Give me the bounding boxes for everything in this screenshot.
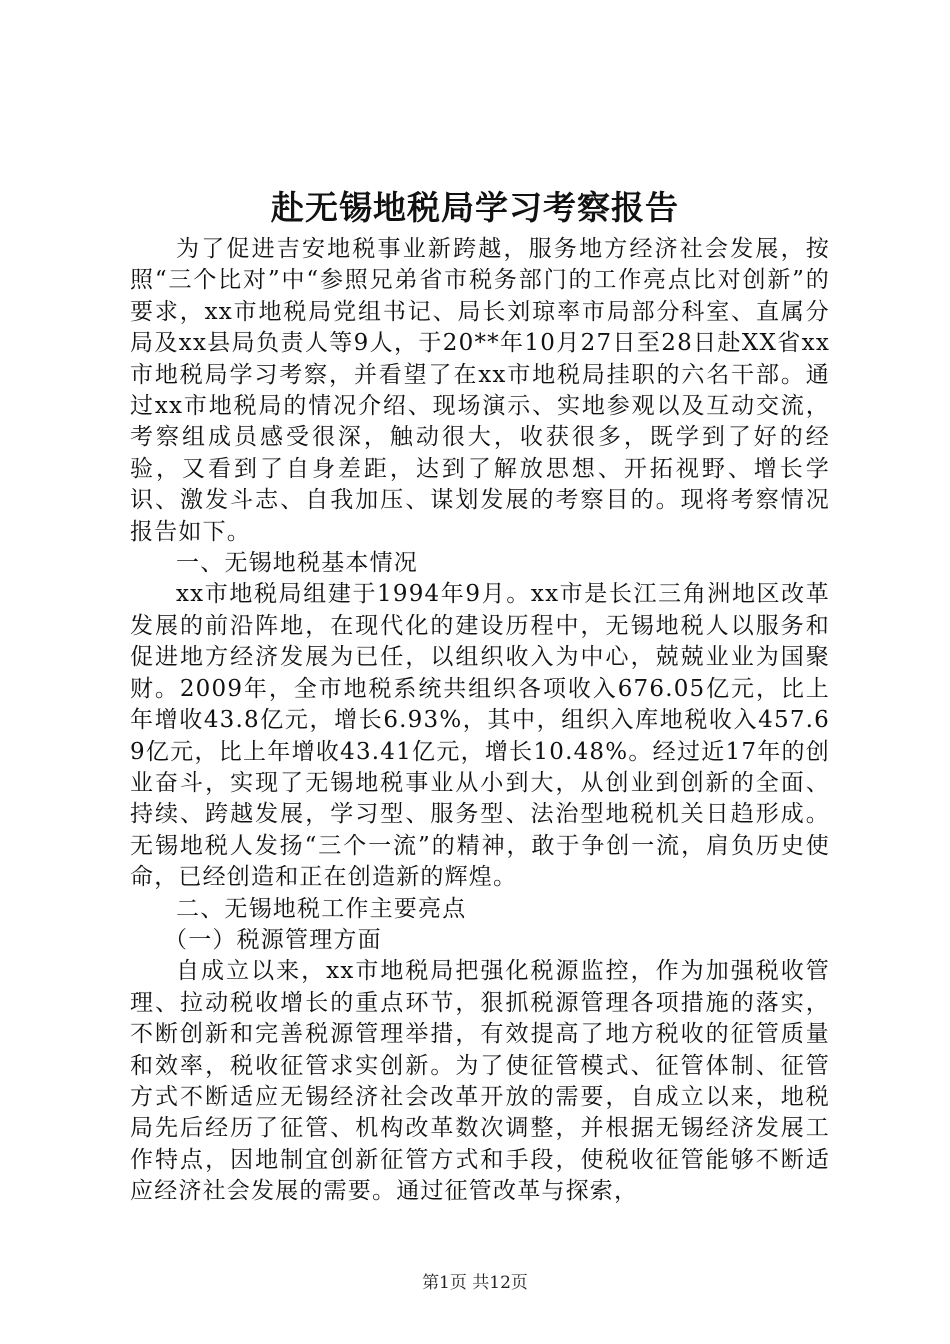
document-body [130,234,830,1208]
section-heading-1: 一、无锡地税基本情况 [176,550,418,577]
document-title: 赴无锡地税局学习考察报告 [271,188,679,227]
section-heading-2: 二、无锡地税工作主要亮点 [176,895,467,922]
subsection-heading-1: （一）税源管理方面 [164,926,382,953]
paragraph-tax-source: 自成立以来，xx市地税局把强化税源监控，作为加强税收管理、拉动税收增长的重点环节，狠抓税源管理各项措施的落实，不断创新和完善税源管理举措，有效提高了地方税收的征管质量和效率，税收征管求实创新。为了使征管模式、征管体制、征管方式不断适应无锡经济社会改革开放的需要，自成立以来，地税局先后经历了征管、机构改革数次调整，并根据无锡经济发展工作特点，因地制宜创新征管方式和手段，使税收征管能够不断适应经济社会发展的需要。通过征管改革与探索， [130,958,830,1205]
paragraph-intro: 为了促进吉安地税事业新跨越，服务地方经济社会发展，按照“三个比对”中“参照兄弟省市税务部门的工作亮点比对创新”的要求，xx市地税局党组书记、局长刘琼率市局部分科室、直属分局及xx县局负责人等9人，于20**年10月27日至28日赴XX省xx市地税局学习考察，并看望了在xx市地税局挂职的六名干部。通过xx市地税局的情况介绍、现场演示、实地参观以及互动交流，考察组成员感受很深，触动很大，收获很多，既学到了好的经验，又看到了自身差距，达到了解放思想、开拓视野、增长学识、激发斗志、自我加压、谋划发展的考察目的。现将考察情况报告如下。 [130,236,830,545]
paragraph-overview: xx市地税局组建于1994年9月。xx市是长江三角洲地区改革发展的前沿阵地，在现代化的建设历程中，无锡地税人以服务和促进地方经济发展为已任，以组织收入为中心，兢兢业业为国聚财。2009年，全市地税系统共组织各项收入676.05亿元，比上年增收43.8亿元，增长6.93%，其中，组织入库地税收入457.69亿元，比上年增收43.41亿元，增长10.48%。经过近17年的创业奋斗，实现了无锡地税事业从小到大，从创业到创新的全面、持续、跨越发展，学习型、服务型、法治型地税机关日趋形成。无锡地税人发扬“三个一流”的精神，敢于争创一流，肩负历史使命，已经创造和正在创造新的辉煌。 [130,581,830,891]
page-footer: 第1页 共12页 [422,1273,528,1293]
